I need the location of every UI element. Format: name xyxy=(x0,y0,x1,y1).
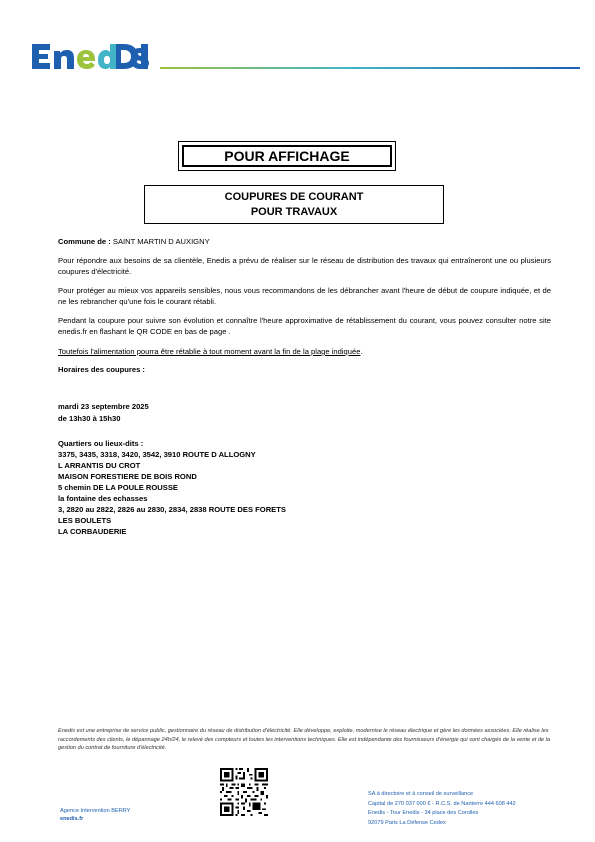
enedis-logo xyxy=(30,38,156,74)
agency-url[interactable]: enedis.fr xyxy=(60,816,84,822)
location-item: 3375, 3435, 3318, 3420, 3542, 3910 ROUTE D ALLOGNY xyxy=(58,450,256,459)
notice-title-line1: COUPURES DE COURANT xyxy=(224,191,364,203)
legal-notice: Enedis est une entreprise de service public, gestionnaire du réseau de distribution d'électricité. Elle développe, exploite, modernise le réseau électrique et gère les données associées. Elle réalise les raccordements des clients, le dépannage 24h/24, le relevé des compteurs et toutes les interventions techniques. Elle est indépendante des fournisseurs d'énergie qui sont chargés de la vente et de la gestion du contrat de fourniture d'électricité. xyxy=(58,728,551,752)
corporate-info xyxy=(368,790,516,828)
corp-line: Enedis - Tour Enedis - 34 place des Corolles xyxy=(368,810,479,816)
commune-line xyxy=(58,236,551,247)
paragraph-qr-info: Pendant la coupure pour suivre son évolution et connaître l'heure approximative de rétablissement du courant, vous pouvez consulter notre site enedis.fr en flashant le QR CODE en bas de page . xyxy=(58,316,551,336)
outage-date: mardi 23 septembre 2025 xyxy=(58,402,149,411)
agency-name: Agence Intervention BERRY xyxy=(60,808,131,814)
location-item: LA CORBAUDERIE xyxy=(58,527,127,536)
qr-code[interactable] xyxy=(220,768,268,816)
paragraph-restore-warning xyxy=(58,346,551,357)
agency-block xyxy=(60,807,130,823)
location-item: la fontaine des echasses xyxy=(58,494,148,503)
header-gradient-line xyxy=(160,67,580,69)
corp-line: SA à directoire et à conseil de surveillance xyxy=(368,791,474,797)
paragraph-protect: Pour protéger au mieux vos appareils sensibles, nous vous recommandons de les débrancher avant l'heure de début de coupure indiquée, et de ne les rebrancher qu'une fois le courant rétabli. xyxy=(58,286,551,306)
display-label-box xyxy=(178,141,396,171)
notice-title-line2: POUR TRAVAUX xyxy=(250,206,338,218)
location-item: 5 chemin DE LA POULE ROUSSE xyxy=(58,483,178,492)
commune-label: Commune de : xyxy=(58,237,111,246)
corp-line: 92079 Paris La Défense Cedex xyxy=(368,819,446,826)
paragraph-intro: Pour répondre aux besoins de sa clientèle, Enedis a prévu de réaliser sur le réseau de distribution des travaux qui entraîneront une ou plusieurs coupures d'électricité. xyxy=(58,256,551,276)
location-item: LES BOULETS xyxy=(58,516,112,525)
restore-warning-period: . xyxy=(360,347,363,356)
restore-warning-text: Toutefois l'alimentation pourra être rétablie à tout moment avant la fin de la plage indiquée xyxy=(58,347,361,356)
schedule-label: Horaires des coupures : xyxy=(58,365,145,374)
display-label: POUR AFFICHAGE xyxy=(182,145,392,167)
location-item: MAISON FORESTIERE DE BOIS ROND xyxy=(58,472,197,481)
corp-line: Capital de 270 037 000 € - R.C.S. de Nanterre 444 608 442 xyxy=(368,800,516,807)
outage-time: de 13h30 à 15h30 xyxy=(58,414,121,423)
notice-title-box xyxy=(144,185,444,224)
location-item: L ARRANTIS DU CROT xyxy=(58,461,141,470)
locations-label: Quartiers ou lieux-dits : xyxy=(58,439,144,448)
commune-value: SAINT MARTIN D AUXIGNY xyxy=(112,237,210,246)
locations-list xyxy=(58,449,551,537)
location-item: 3, 2820 au 2822, 2826 au 2830, 2834, 2838 ROUTE DES FORETS xyxy=(58,505,286,514)
